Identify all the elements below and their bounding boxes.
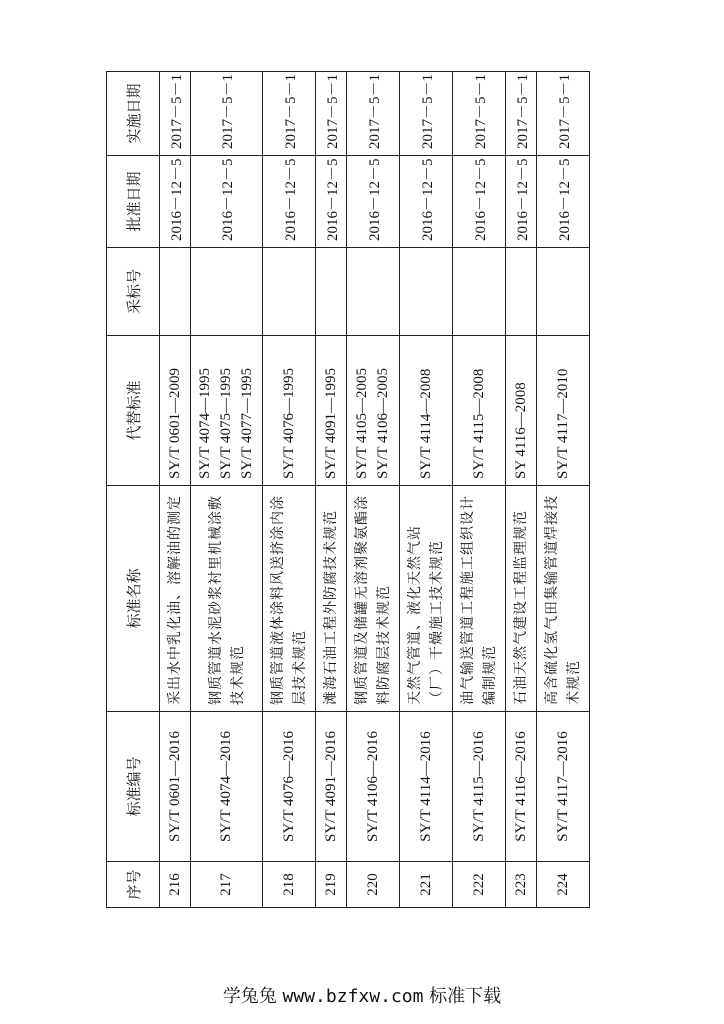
cell-seq: 216: [160, 862, 191, 908]
footer-tagline: 标准下载: [429, 986, 502, 1007]
cell-replaced: [160, 336, 191, 486]
cell-approved: 2016－12－5: [506, 156, 537, 248]
header-replaced: 代替标准: [107, 336, 160, 486]
standards-table: [106, 71, 590, 908]
cell-seq: 219: [316, 862, 347, 908]
cell-approved: 2016－12－5: [537, 156, 590, 248]
cell-seq: 220: [347, 862, 400, 908]
cell-seq: 218: [263, 862, 316, 908]
cell-name: 钢质管道及储罐无溶剂聚氨酯涂料防腐层技术规范: [347, 486, 400, 712]
header-number: 标准编号: [107, 712, 160, 862]
replaced-standard: SY/T 4117—2010: [554, 368, 571, 479]
cell-number: SY/T 4116—2016: [506, 712, 537, 862]
cell-adopted: [160, 248, 191, 336]
cell-approved: 2016－12－5: [263, 156, 316, 248]
replaced-standard: SY 4116—2008: [512, 382, 529, 479]
table-row: [316, 72, 347, 908]
cell-approved: 2016－12－5: [347, 156, 400, 248]
replaced-standard: SY/T 4075—1995: [218, 368, 234, 479]
cell-seq: 222: [453, 862, 506, 908]
cell-effective: 2017－5－1: [347, 72, 400, 156]
table-row: [400, 72, 453, 908]
cell-number: SY/T 0601—2016: [160, 712, 191, 862]
cell-replaced: [537, 336, 590, 486]
table-wrapper: [106, 72, 583, 908]
cell-approved: 2016－12－5: [316, 156, 347, 248]
table-row: [347, 72, 400, 908]
cell-adopted: [453, 248, 506, 336]
cell-number: SY/T 4117—2016: [537, 712, 590, 862]
replaced-standard: SY/T 4091—1995: [322, 368, 339, 479]
header-effective: 实施日期: [107, 72, 160, 156]
table-row: [160, 72, 191, 908]
cell-effective: 2017－5－1: [537, 72, 590, 156]
cell-name: 高含硫化氢气田集输管道焊接技术规范: [537, 486, 590, 712]
cell-effective: 2017－5－1: [191, 72, 263, 156]
cell-name: 滩海石油工程外防腐技术规范: [316, 486, 347, 712]
table-row: [537, 72, 590, 908]
cell-number: SY/T 4114—2016: [400, 712, 453, 862]
cell-effective: 2017－5－1: [263, 72, 316, 156]
cell-effective: 2017－5－1: [160, 72, 191, 156]
cell-name: 采出水中乳化油、溶解油的测定: [160, 486, 191, 712]
table-row: [506, 72, 537, 908]
cell-adopted: [537, 248, 590, 336]
cell-replaced: [400, 336, 453, 486]
cell-number: SY/T 4115—2016: [453, 712, 506, 862]
table-body: [160, 72, 590, 908]
cell-seq: 221: [400, 862, 453, 908]
table-row: [453, 72, 506, 908]
cell-effective: 2017－5－1: [506, 72, 537, 156]
cell-replaced: [453, 336, 506, 486]
replaced-standard: SY/T 4105—2005: [354, 368, 370, 479]
footer-site: www.bzfxw.com: [282, 986, 424, 1007]
cell-effective: 2017－5－1: [453, 72, 506, 156]
cell-replaced: [506, 336, 537, 486]
replaced-standard: SY/T 4114—2008: [417, 368, 434, 479]
cell-replaced: [347, 336, 400, 486]
replaced-standard: SY/T 4106—2005: [375, 368, 391, 479]
cell-approved: 2016－12－5: [453, 156, 506, 248]
cell-number: SY/T 4106—2016: [347, 712, 400, 862]
cell-seq: 217: [191, 862, 263, 908]
rotated-table-region: [106, 72, 583, 908]
table-row: [263, 72, 316, 908]
cell-seq: 224: [537, 862, 590, 908]
cell-adopted: [400, 248, 453, 336]
header-seq: 序号: [107, 862, 160, 908]
replaced-standard: SY/T 0601—2009: [166, 368, 183, 479]
cell-approved: 2016－12－5: [160, 156, 191, 248]
replaced-standard: SY/T 4076—1995: [280, 368, 297, 479]
cell-number: SY/T 4091—2016: [316, 712, 347, 862]
cell-adopted: [347, 248, 400, 336]
cell-name: 钢质管道水泥砂浆衬里机械涂敷技术规范: [191, 486, 263, 712]
cell-adopted: [316, 248, 347, 336]
cell-name: 天然气管道、液化天然气站（厂）干燥施工技术规范: [400, 486, 453, 712]
cell-approved: 2016－12－5: [400, 156, 453, 248]
table-row: [191, 72, 263, 908]
cell-number: SY/T 4076—2016: [263, 712, 316, 862]
cell-replaced: [263, 336, 316, 486]
cell-seq: 223: [506, 862, 537, 908]
header-adopted: 采标号: [107, 248, 160, 336]
cell-name: 钢质管道液体涂料风送挤涂内涂层技术规范: [263, 486, 316, 712]
cell-replaced: [191, 336, 263, 486]
cell-effective: 2017－5－1: [316, 72, 347, 156]
cell-adopted: [191, 248, 263, 336]
cell-effective: 2017－5－1: [400, 72, 453, 156]
cell-approved: 2016－12－5: [191, 156, 263, 248]
header-approved: 批准日期: [107, 156, 160, 248]
replaced-standard: SY/T 4074—1995: [197, 368, 213, 479]
footer-brand: 学兔兔: [222, 986, 277, 1007]
table-header-row: [107, 72, 160, 908]
cell-number: SY/T 4074—2016: [191, 712, 263, 862]
cell-name: 石油天然气建设工程监理规范: [506, 486, 537, 712]
cell-name: 油气输送管道工程施工组织设计编制规范: [453, 486, 506, 712]
replaced-standard: SY/T 4115—2008: [470, 368, 487, 479]
replaced-standard: SY/T 4077—1995: [239, 368, 255, 479]
cell-adopted: [263, 248, 316, 336]
header-name: 标准名称: [107, 486, 160, 712]
page-footer: [0, 982, 724, 1008]
cell-replaced: [316, 336, 347, 486]
cell-adopted: [506, 248, 537, 336]
